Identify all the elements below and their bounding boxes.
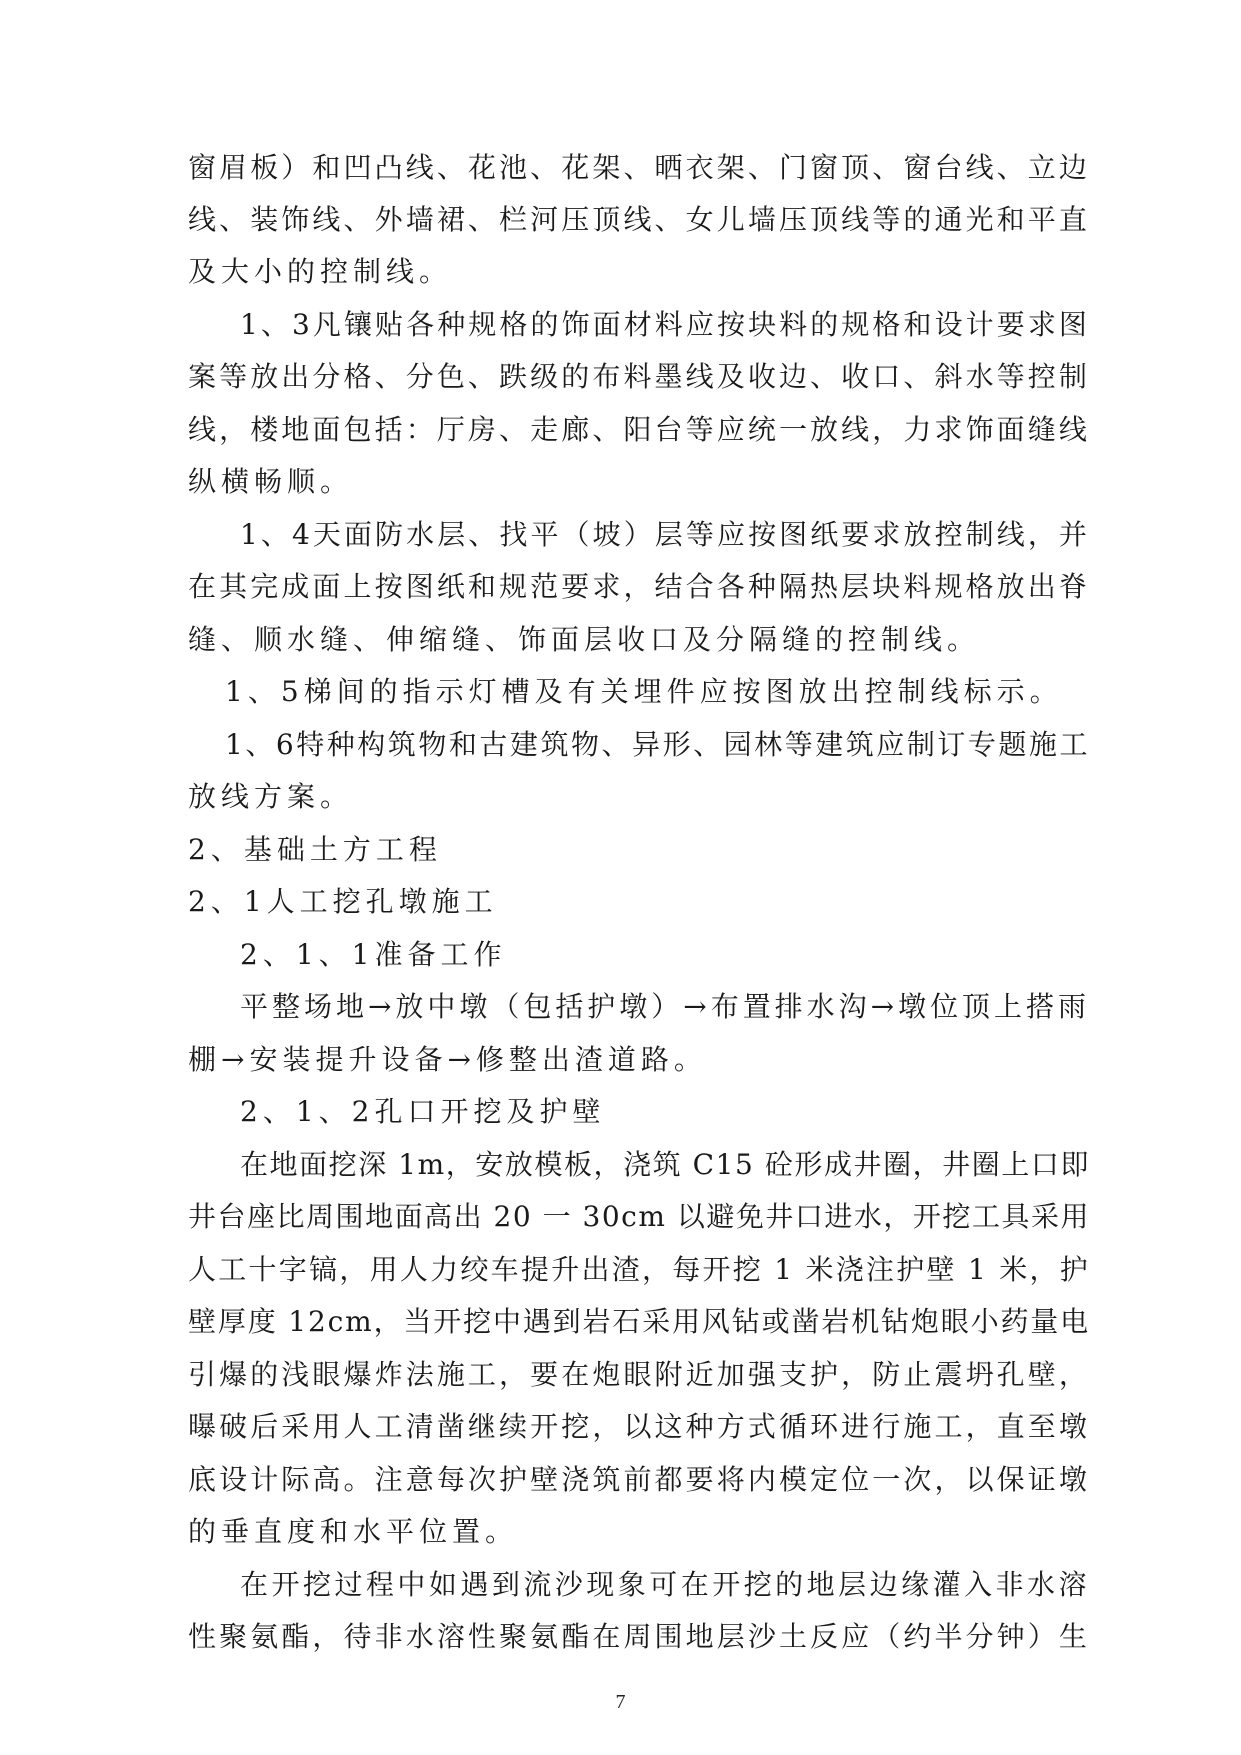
text-line: 人工十字镐，用人力绞车提升出渣，每开挖 1 米浇注护壁 1 米，护 [188, 1253, 1090, 1286]
text-line: 底设计际高。注意每次护壁浇筑前都要将内模定位一次，以保证墩 [188, 1463, 1090, 1496]
subsubsection-heading: 2、1、2孔口开挖及护壁 [240, 1095, 606, 1128]
text-line: 案等放出分格、分色、跌级的布料墨线及收边、收口、斜水等控制 [188, 360, 1090, 393]
text-line: 及大小的控制线。 [188, 255, 453, 288]
text-line: 引爆的浅眼爆炸法施工，要在炮眼附近加强支护，防止震坍孔壁， [188, 1358, 1090, 1391]
text-line: 纵横畅顺。 [188, 465, 354, 498]
text-line: 壁厚度 12cm，当开挖中遇到岩石采用风钻或凿岩机钻炮眼小药量电 [188, 1305, 1090, 1338]
text-line: 在地面挖深 1m，安放模板，浇筑 C15 砼形成井圈，井圈上口即 [240, 1148, 1090, 1181]
text-line: 性聚氨酯，待非水溶性聚氨酯在周围地层沙土反应（约半分钟）生 [188, 1620, 1090, 1653]
text-line: 棚→安装提升设备→修整出渣道路。 [188, 1043, 707, 1076]
text-line: 1、6特种构筑物和古建筑物、异形、园林等建筑应制订专题施工 [225, 728, 1090, 761]
text-line: 1、3凡镶贴各种规格的饰面材料应按块料的规格和设计要求图 [240, 308, 1090, 341]
text-line: 1、4天面防水层、找平（坡）层等应按图纸要求放控制线，并 [240, 518, 1090, 551]
text-line: 1、5梯间的指示灯槽及有关埋件应按图放出控制线标示。 [225, 675, 1063, 708]
text-line: 线、装饰线、外墙裙、栏河压顶线、女儿墙压顶线等的通光和平直 [188, 203, 1090, 236]
text-line: 在其完成面上按图纸和规范要求，结合各种隔热层块料规格放出脊 [188, 570, 1090, 603]
text-line: 放线方案。 [188, 780, 354, 813]
text-line: 平整场地→放中墩（包括护墩）→布置排水沟→墩位顶上搭雨 [240, 990, 1090, 1023]
text-line: 缝、顺水缝、伸缩缝、饰面层收口及分隔缝的控制线。 [188, 623, 981, 656]
section-heading: 2、基础土方工程 [188, 833, 442, 866]
page-number: 7 [615, 1691, 626, 1713]
text-line: 的垂直度和水平位置。 [188, 1515, 519, 1548]
text-line: 在开挖过程中如遇到流沙现象可在开挖的地层边缘灌入非水溶 [240, 1568, 1090, 1601]
subsection-heading: 2、1人工挖孔墩施工 [188, 885, 498, 918]
text-line: 窗眉板）和凹凸线、花池、花架、晒衣架、门窗顶、窗台线、立边 [188, 151, 1090, 184]
subsubsection-heading: 2、1、1准备工作 [240, 938, 507, 971]
text-line: 曝破后采用人工清凿继续开挖，以这种方式循环进行施工，直至墩 [188, 1410, 1090, 1443]
text-line: 线，楼地面包括：厅房、走廊、阳台等应统一放线，力求饰面缝线 [188, 413, 1090, 446]
text-line: 井台座比周围地面高出 20 一 30cm 以避免井口进水，开挖工具采用 [188, 1200, 1090, 1233]
